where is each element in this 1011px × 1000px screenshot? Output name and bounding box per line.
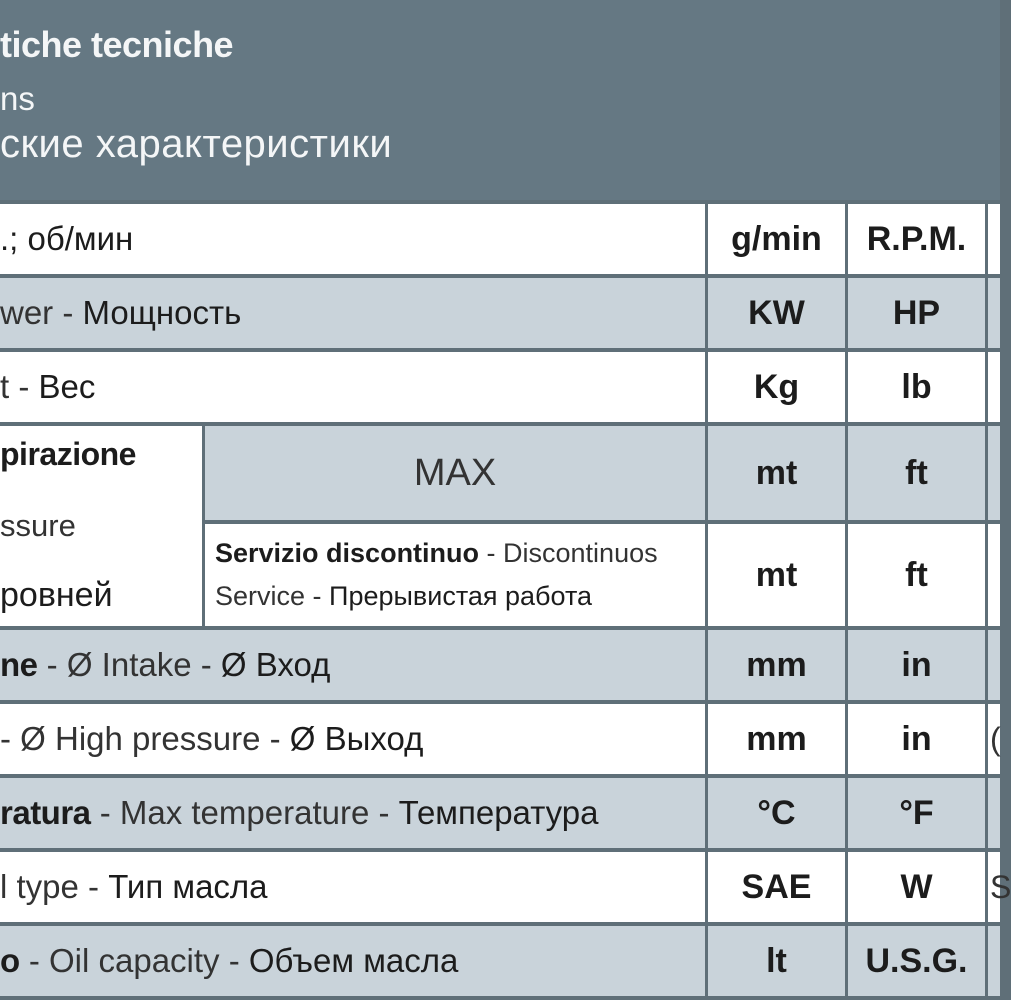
service-en2: Service [215,581,306,611]
weight-label-sep: - [9,368,39,405]
power-label-en: wer [0,294,54,331]
outlet-label-ru: Ø Выход [289,720,424,757]
service-line-1 [215,532,658,575]
row-oil-capacity-unit1: lt [708,926,845,996]
row-outlet-label [0,704,705,774]
oil-type-edge-text: S [990,868,1011,905]
suction-service-unit1: mt [708,524,845,626]
outlet-label-en: - Ø High pressure - [0,720,290,757]
intake-label-it: ne [0,646,38,683]
service-it: Servizio discontinuo [215,538,480,568]
row-oil-type-unit1: SAE [708,852,845,922]
row-weight-edge [988,352,1000,422]
row-oil-type-unit2: W [848,852,985,922]
power-label-ru: Мощность [82,294,242,331]
suction-label-ru: ровней [0,576,113,614]
oil-cap-label-ru: Объем масла [248,942,459,979]
row-rpm-unit1: g/min [708,204,845,274]
outlet-edge-text: ( [990,720,1001,757]
header-title-russian: ские характеристики [0,122,393,166]
row-temp-edge [988,778,1000,848]
row-power-label [0,278,705,348]
rpm-label-text: .; об/мин [0,220,134,257]
row-weight-unit1: Kg [708,352,845,422]
suction-max-edge [988,426,1000,520]
weight-label-en: t [0,368,10,405]
oil-type-label-ru: Тип масла [108,868,268,905]
suction-max-label: MAX [205,426,705,520]
intake-label-ru: Ø Вход [220,646,331,683]
header-title-italian: tiche tecniche [0,24,234,65]
row-intake-edge [988,630,1000,700]
suction-service-unit2: ft [848,524,985,626]
row-oil-capacity-unit2: U.S.G. [848,926,985,996]
row-oil-type-edge [988,852,1011,922]
row-power-unit1: KW [708,278,845,348]
temp-label-ru: Температура [398,794,599,831]
row-rpm-unit2: R.P.M. [848,204,985,274]
row-weight-label [0,352,705,422]
row-oil-capacity-edge [988,926,1000,996]
header-banner [0,0,1000,200]
row-suction-label [0,426,202,626]
oil-type-label-en: l type - [0,868,109,905]
suction-label-it: pirazione [0,436,136,472]
row-oil-capacity-label [0,926,705,996]
row-temp-unit2: °F [848,778,985,848]
service-ru: Прерывистая работа [329,581,593,611]
row-outlet-unit2: in [848,704,985,774]
row-outlet-edge [988,704,1000,774]
row-weight-unit2: lb [848,352,985,422]
suction-max-unit1: mt [708,426,845,520]
row-intake-label [0,630,705,700]
suction-service-label [205,524,705,626]
row-temp-unit1: °C [708,778,845,848]
temp-label-en: - Max temperature - [90,794,399,831]
service-en1: - Discontinuos [479,538,658,568]
oil-cap-label-it: o [0,942,20,979]
service-line-2 [215,575,592,618]
row-intake-unit1: mm [708,630,845,700]
service-sep: - [305,581,330,611]
suction-service-edge [988,524,1000,626]
power-label-sep: - [53,294,83,331]
row-rpm-label [0,204,705,274]
suction-label-en: ssure [0,508,76,543]
row-power-unit2: HP [848,278,985,348]
temp-label-it: ratura [0,794,91,831]
weight-label-ru: Вес [38,368,96,405]
row-intake-unit2: in [848,630,985,700]
row-temp-label [0,778,705,848]
row-rpm-edge [988,204,1000,274]
oil-cap-label-en: - Oil capacity - [19,942,249,979]
row-oil-type-label [0,852,705,922]
suction-max-unit2: ft [848,426,985,520]
header-title-english: ns [0,80,35,117]
row-power-edge [988,278,1000,348]
row-outlet-unit1: mm [708,704,845,774]
intake-label-en: - Ø Intake - [37,646,221,683]
